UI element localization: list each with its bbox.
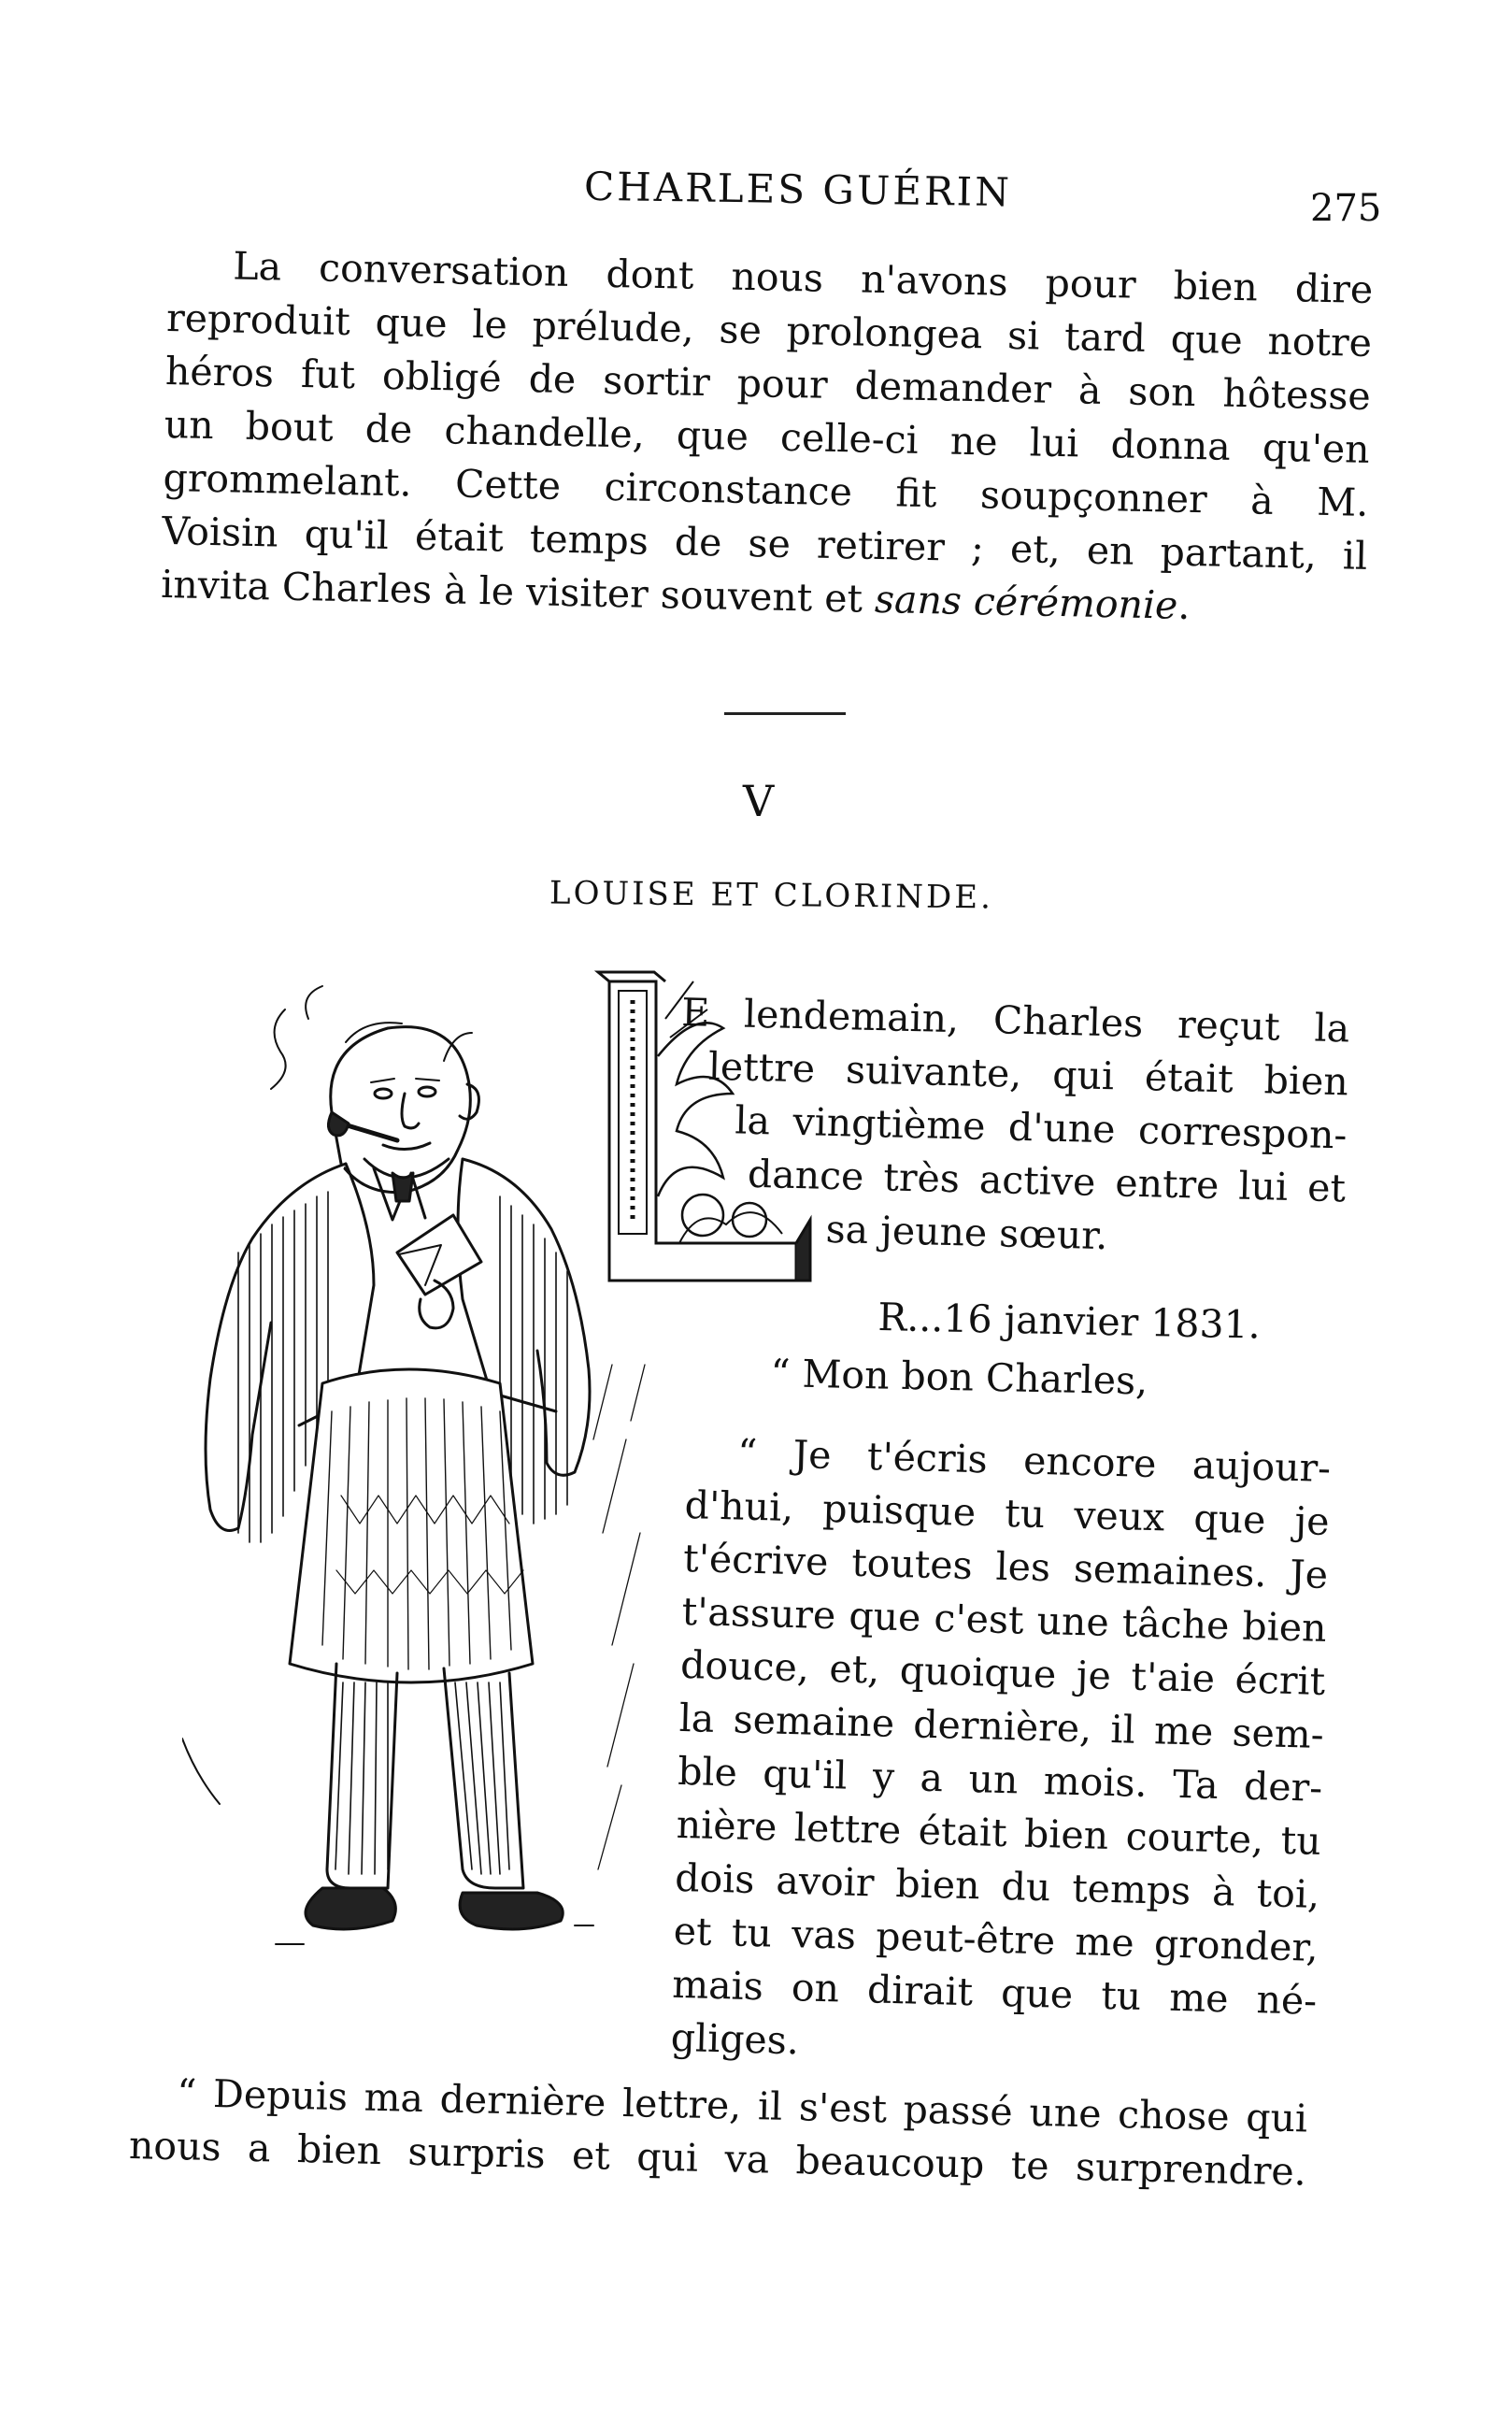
text-line: “ Je t'écris encore aujour- (736, 1430, 1332, 1492)
text-line: héros fut obligé de sortir pour demander à son hôtesse (164, 348, 1372, 419)
text-line: la semaine dernière, il me sem- (678, 1695, 1325, 1757)
text-line: Voisin qu'il était temps de se retirer ; et, en partant, il (161, 508, 1368, 579)
text-plain: invita Charles à le visiter souvent et (160, 561, 876, 622)
running-head (0, 163, 1512, 230)
chapter-opening-text (676, 986, 1350, 1268)
letter-paragraph-1 (670, 1425, 1332, 2082)
text-line: reproduit que le prélude, se prolongea si tard que notre (165, 294, 1373, 365)
running-title: CHARLES GUÉRIN (583, 163, 1013, 216)
text-line: dance très active entre lui et (747, 1151, 1347, 1211)
letter-salutation: “ Mon bon Charles, (769, 1351, 1148, 1404)
text-line: mais on dirait que tu me né- (671, 1961, 1318, 2024)
text-line: La conversation dont nous n'avons pour bien dire (232, 243, 1374, 313)
text-line: lettre suivante, qui était bien (707, 1043, 1349, 1105)
text-line: sa jeune sœur. (825, 1206, 1108, 1259)
text-line: grommelant. Cette circonstance fit soupçonner à M. (163, 454, 1369, 525)
text-line: t'écrive toutes les semaines. Je (682, 1535, 1329, 1598)
text-line: et tu vas peut-être me gronder, (673, 1908, 1319, 1970)
text-line: nière lettre était bien courte, tu (676, 1801, 1322, 1864)
letter-dateline: R...16 janvier 1831. (877, 1295, 1262, 1348)
italic-phrase: sans cérémonie (874, 576, 1178, 628)
chapter-title: LOUISE ET CLORINDE. (549, 874, 994, 917)
page-number: 275 (1310, 187, 1382, 230)
text-line: “ Depuis ma dernière lettre, il s'est passé une chose qui (176, 2070, 1308, 2141)
text-line: nous a bien surpris et qui va beaucoup te surprendre. (128, 2122, 1307, 2195)
text-line: la vingtième d'une correspon- (734, 1097, 1348, 1158)
text-line: gliges. (670, 2014, 800, 2064)
text-line: t'assure que c'est une tâche bien (681, 1588, 1328, 1651)
text-end: . (1177, 582, 1191, 628)
text-line: E lendemain, Charles reçut la (680, 989, 1350, 1052)
letter-paragraph-2 (128, 2066, 1307, 2199)
intro-paragraph (161, 238, 1374, 637)
text-line: dois avoir bien du temps à toi, (674, 1854, 1320, 1917)
chapter-number: V (743, 776, 775, 826)
section-divider (724, 712, 846, 715)
text-line: d'hui, puisque tu veux que je (684, 1481, 1331, 1545)
text-line: douce, et, quoique je t'aie écrit (679, 1641, 1326, 1704)
text-line: ble qu'il y a un mois. Ta der- (677, 1748, 1323, 1811)
text-line: un bout de chandelle, que celle-ci ne lui donna qu'en (164, 401, 1371, 472)
